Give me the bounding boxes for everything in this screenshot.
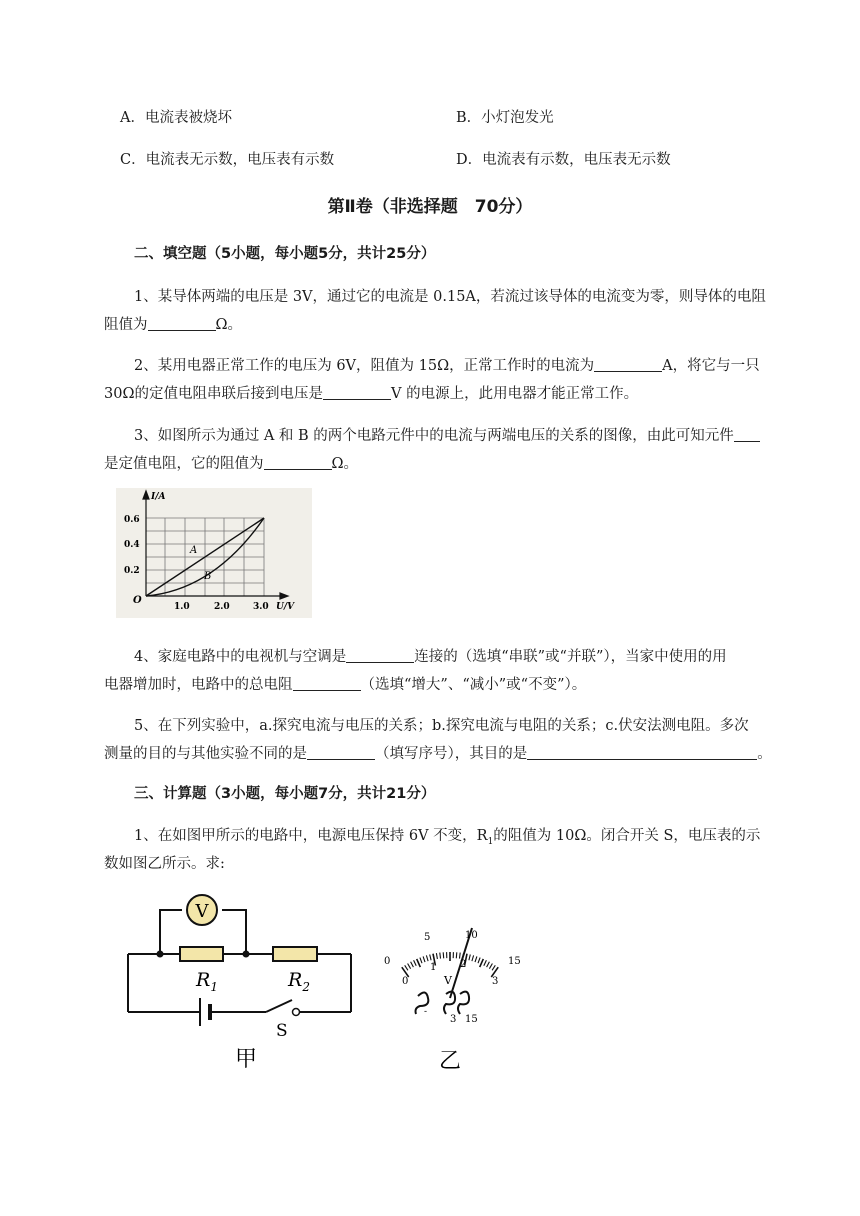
dial-tick: [414, 960, 417, 965]
dial-unit: V: [444, 974, 452, 987]
bottom-scale-2: 2: [460, 959, 467, 970]
top-scale-0: 0: [384, 956, 391, 967]
dial-tick: [405, 965, 408, 970]
switch-label: S: [276, 1021, 288, 1041]
dial-tick: [440, 953, 441, 959]
q2-text-a: 2、某用电器正常工作的电压为 6V，阻值为 15Ω，正常工作时的电流为: [134, 358, 595, 374]
c1-line1: [134, 824, 760, 847]
q2-line1: [134, 354, 760, 375]
section2-heading: 二、填空题（5小题，每小题5分，共计25分）: [134, 246, 436, 262]
q5-text-c: 。: [757, 746, 772, 762]
top-scale-15: 15: [508, 956, 521, 967]
c1-r1-sub: 1: [487, 836, 494, 847]
q1-text-b: Ω。: [215, 317, 243, 333]
dial-tick: [480, 959, 484, 967]
q3-blank-1[interactable]: [734, 427, 760, 442]
dial-tick: [423, 956, 425, 962]
q5-line1: 5、在下列实验中，a.探究电流与电压的关系；b.探究电流与电阻的关系；c.伏安法测电阻。多次: [134, 718, 749, 734]
dial-tick: [456, 952, 457, 958]
q1-line2: [104, 313, 242, 334]
dial-tick: [469, 955, 470, 961]
voltmeter: [187, 895, 217, 925]
terminal-3: 3: [450, 1014, 457, 1025]
q2-blank-1[interactable]: [594, 357, 662, 372]
switch-contact: [293, 1009, 300, 1016]
dial-tick: [443, 952, 444, 958]
dial-tick: [411, 962, 414, 967]
c1-text-a: 1、在如图甲所示的电路中，电源电压保持 6V 不变，R: [134, 828, 488, 844]
q4-line2: [104, 673, 586, 694]
caption-jia: 甲: [234, 1047, 258, 1072]
bottom-scale-1: 1: [430, 962, 437, 973]
q3-text-a: 3、如图所示为通过 A 和 B 的两个电路元件中的电流与两端电压的关系的图像，由此可知元件: [134, 428, 734, 444]
terminal-minus: -: [424, 1007, 428, 1017]
q3-line2: [104, 452, 358, 473]
q2-text-d: V 的电源上，此用电器才能正常工作。: [390, 386, 639, 402]
y-tick-0.2: 0.2: [124, 566, 140, 576]
dial-tick: [420, 958, 422, 964]
origin-label: O: [133, 595, 142, 606]
iu-graph: [116, 488, 312, 618]
q1-text-a: 阻值为: [104, 317, 148, 333]
circuit-diagram: [118, 888, 363, 1073]
c1-text-b: 的阻值为 10Ω。闭合开关 S，电压表的示: [493, 828, 761, 844]
option-b: B．小灯泡发光: [456, 110, 554, 126]
dial-tick: [487, 962, 490, 967]
section3-heading: 三、计算题（3小题，每小题7分，共计21分）: [134, 786, 436, 802]
q5-line2: [104, 742, 772, 763]
resistor-r2: [273, 947, 317, 961]
junction-right: [243, 951, 250, 958]
dial-tick: [426, 955, 428, 961]
junction-left: [157, 951, 164, 958]
dial-tick: [475, 956, 477, 962]
top-scale-5: 5: [424, 932, 431, 943]
q4-line1: [134, 645, 727, 666]
dial-tick: [430, 955, 431, 961]
dial-tick: [460, 953, 461, 959]
label-b: B: [204, 571, 212, 582]
x-tick-1.0: 1.0: [174, 602, 190, 612]
q4-text-d: （选填“增大”、“减小”或“不变”）。: [360, 677, 587, 693]
dial-tick: [478, 958, 480, 964]
battery: [200, 998, 210, 1026]
q3-text-c: Ω。: [331, 456, 359, 472]
q3-line1: [134, 424, 760, 445]
dial-tick: [484, 960, 487, 965]
q2-blank-2[interactable]: [323, 385, 391, 400]
q4-blank-1[interactable]: [346, 648, 414, 663]
q4-text-c: 电器增加时，电路中的总电阻: [104, 677, 293, 693]
dial-tick: [472, 955, 474, 961]
dial-tick: [436, 953, 437, 959]
q5-blank-1[interactable]: [307, 745, 375, 760]
q3-text-b: 是定值电阻，它的阻值为: [104, 456, 264, 472]
top-scale-10: 10: [465, 930, 478, 941]
q2-text-b: A，将它与一只: [662, 358, 760, 374]
q1-line1: 1、某导体两端的电压是 3V，通过它的电流是 0.15A，若流过该导体的电流变为零，则导体的电阻: [134, 289, 766, 305]
bottom-scale-3: 3: [492, 976, 499, 987]
label-a: A: [190, 545, 198, 556]
caption-yi: 乙: [438, 1049, 462, 1073]
q5-blank-2[interactable]: [527, 745, 757, 760]
q4-text-b: 连接的（选填“串联”或“并联”），当家中使用的用: [414, 649, 727, 665]
q1-blank[interactable]: [148, 316, 216, 331]
voltmeter-label: V: [195, 901, 209, 922]
part2-title: 第Ⅱ卷（非选择题 70分）: [327, 197, 533, 217]
dial-tick: [408, 964, 411, 969]
q4-blank-2[interactable]: [293, 676, 361, 691]
c1-line2: 数如图乙所示。求:: [104, 856, 225, 872]
y-tick-0.4: 0.4: [124, 540, 140, 550]
voltmeter-dial: [372, 918, 532, 1073]
option-d: D．电流表有示数，电压表无示数: [456, 152, 671, 168]
dial-tick: [489, 964, 492, 969]
bottom-scale-0: 0: [402, 976, 409, 987]
q4-text-a: 4、家庭电路中的电视机与空调是: [134, 649, 347, 665]
q5-text-a: 测量的目的与其他实验不同的是: [104, 746, 307, 762]
option-c: C．电流表无示数，电压表有示数: [120, 152, 335, 168]
terminal-15: 15: [465, 1014, 478, 1025]
q2-line2: [104, 382, 638, 403]
dial-tick: [417, 959, 421, 967]
r2-label: $R_2$: [288, 969, 310, 994]
y-axis-label: I/A: [151, 492, 166, 502]
r1-label: $R_1$: [196, 969, 218, 994]
dial-tick: [492, 965, 495, 970]
x-axis-label: U/V: [276, 602, 295, 612]
q2-text-c: 30Ω的定值电阻串联后接到电压是: [104, 386, 323, 402]
x-tick-2.0: 2.0: [214, 602, 230, 612]
option-a: A．电流表被烧坏: [120, 110, 232, 126]
x-tick-3.0: 3.0: [253, 602, 269, 612]
resistor-r1: [180, 947, 223, 961]
y-tick-0.6: 0.6: [124, 515, 140, 525]
q5-text-b: （填写序号），其目的是: [375, 746, 528, 762]
q3-blank-2[interactable]: [264, 455, 332, 470]
